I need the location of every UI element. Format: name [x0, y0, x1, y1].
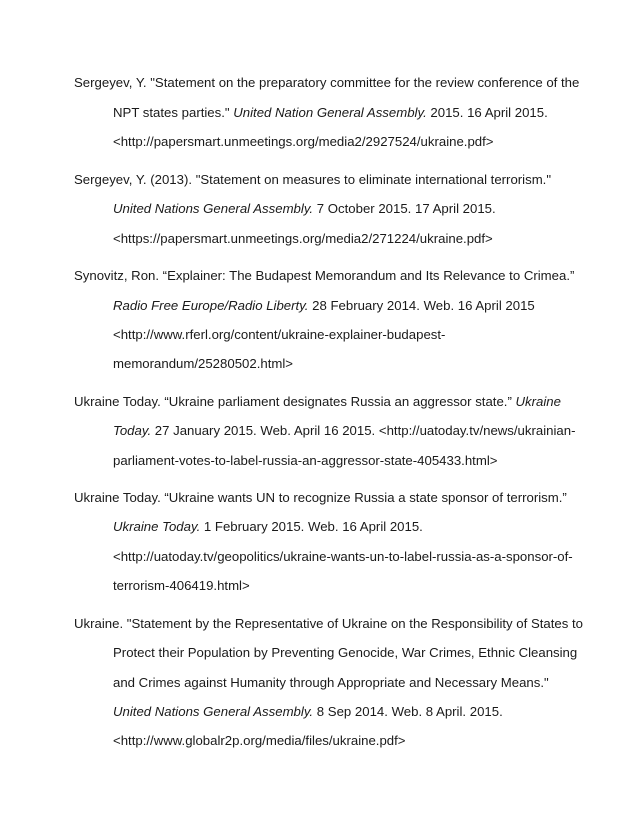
entry-2-line-3: memorandum/25280502.html> — [113, 356, 293, 371]
entry-3-line-0: Ukraine Today. “Ukraine parliament designates Russia an aggressor state.” Ukraine — [74, 394, 561, 409]
entry-5-line-2: and Crimes against Humanity through Appropriate and Necessary Means." — [113, 675, 549, 690]
entry-3-line-2: parliament-votes-to-label-russia-an-aggressor-state-405433.html> — [113, 453, 498, 468]
entry-2-line-0: Synovitz, Ron. “Explainer: The Budapest Memorandum and Its Relevance to Crimea.” — [74, 268, 575, 283]
entry-2-line-2: <http://www.rferl.org/content/ukraine-explainer-budapest- — [113, 327, 446, 342]
entry-3-line-1: Today. 27 January 2015. Web. April 16 2015. <http://uatoday.tv/news/ukrainian- — [113, 423, 576, 438]
entry-2-line-1: Radio Free Europe/Radio Liberty. 28 February 2014. Web. 16 April 2015 — [113, 298, 535, 313]
entry-5-line-1: Protect their Population by Preventing Genocide, War Crimes, Ethnic Cleansing — [113, 645, 578, 660]
entry-0-line-2: <http://papersmart.unmeetings.org/media2/2927524/ukraine.pdf> — [113, 134, 494, 149]
entry-5-line-0: Ukraine. "Statement by the Representative of Ukraine on the Responsibility of States to — [74, 616, 584, 631]
entry-4-line-0: Ukraine Today. “Ukraine wants UN to recognize Russia a state sponsor of terrorism.” — [74, 490, 567, 505]
entry-4-line-3: terrorism-406419.html> — [113, 578, 250, 593]
entry-4-line-1: Ukraine Today. 1 February 2015. Web. 16 April 2015. — [113, 519, 423, 534]
entry-5-line-4: <http://www.globalr2p.org/media/files/ukraine.pdf> — [113, 733, 406, 748]
entry-4-line-2: <http://uatoday.tv/geopolitics/ukraine-wants-un-to-label-russia-as-a-sponsor-of- — [113, 549, 573, 564]
entry-1-line-1: United Nations General Assembly. 7 October 2015. 17 April 2015. — [113, 201, 496, 216]
entry-0-line-0: Sergeyev, Y. "Statement on the preparatory committee for the review conference of the — [74, 75, 580, 90]
entry-0-line-1: NPT states parties." United Nation General Assembly. 2015. 16 April 2015. — [113, 105, 548, 120]
entry-1-line-0: Sergeyev, Y. (2013). "Statement on measures to eliminate international terrorism." — [74, 172, 552, 187]
entry-5-line-3: United Nations General Assembly. 8 Sep 2014. Web. 8 April. 2015. — [113, 704, 503, 719]
entry-1-line-2: <https://papersmart.unmeetings.org/media2/271224/ukraine.pdf> — [113, 231, 493, 246]
